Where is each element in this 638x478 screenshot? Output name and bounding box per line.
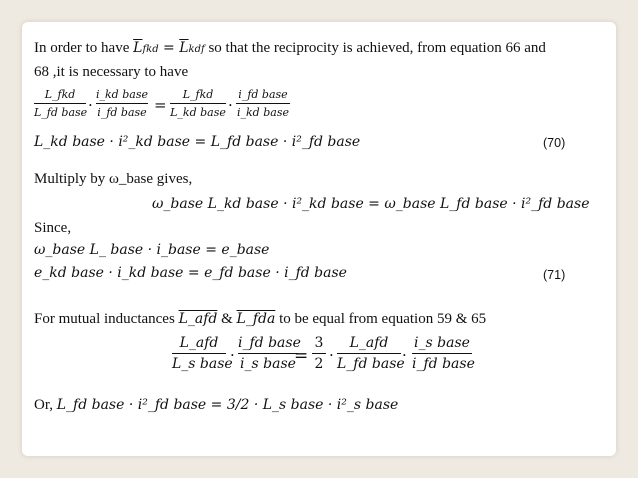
mutual-b: L_fda	[236, 311, 276, 327]
mut-coef-num: 3	[314, 335, 324, 351]
or-line	[34, 398, 398, 413]
eq-70: L_kd base · i²_kd base = L_fd base · i²_fd base	[34, 134, 361, 150]
frac-4-den: i_kd base	[237, 106, 289, 119]
frac-1	[34, 88, 86, 119]
mut-frac-1	[172, 335, 233, 372]
mut-coef	[312, 335, 326, 372]
eq-base: ω_base L_ base · i_base = e_base	[34, 242, 270, 258]
mut-frac-3-num: L_afd	[349, 335, 389, 351]
mut-frac-3	[337, 335, 405, 372]
eq-sign: =	[158, 40, 180, 56]
frac-2-den: i_fd base	[97, 106, 147, 119]
mutual-text-a: For mutual inductances	[34, 311, 179, 327]
mutual-line	[34, 312, 486, 327]
or-equation: L_fd base · i²_fd base = 3/2 · L_s base · i²_s base	[56, 397, 399, 413]
frac-4-num: i_fd base	[238, 88, 288, 101]
eq-71: e_kd base · i_kd base = e_fd base · i_fd base	[34, 265, 347, 281]
mut-coef-den: 2	[314, 356, 324, 372]
intro-line-1	[34, 41, 546, 56]
eq70a-equals: =	[154, 96, 167, 114]
mut-frac-2	[238, 335, 301, 372]
intro-line-2: 68 ,it is necessary to have	[34, 64, 189, 80]
frac-4	[236, 88, 290, 119]
mut-equals: =	[294, 346, 309, 366]
mut-frac-4	[412, 335, 475, 372]
intro-text-b: so that the reciprocity is achieved, from equation 66 and	[204, 40, 546, 56]
slide: In order to have $\overline{L}fkd = \overline{L}kdf$ so that the reciprocity is achieved, from equation 66 and 68 ,it is necessary to have L_fkd L_fd base · i_kd base i_fd base = L_fkd L_kd base · i_fd base i_kd base L_kd base · i²_kd base = L_fd base · i²_fd base (70) Multiply by ω_base gives, ω_base L_kd base · i²_kd base = ω_base L_fd base · i²_fd base Since, ω_base L_ base · i_base = e_base e_kd base · i_kd base = e_fd base · i_fd base (71) For mutual inductances L_afd & L_fda to be equal from equation 59 & 65 L_afd L_s base · i_fd base i_s base = 3 2 · L_afd L_fd base · i_s base i_fd base Or, L_fd base · i²_fd base = 3/2 · L_s base · i²_s base	[22, 22, 616, 456]
since-text: Since,	[34, 220, 72, 236]
intro-text-a: In order to have	[34, 40, 134, 56]
mutual-text-b: to be equal from equation 59 & 65	[275, 311, 487, 327]
frac-1-num: L_fkd	[44, 88, 76, 101]
mutual-a: L_afd	[178, 311, 218, 327]
frac-3	[170, 88, 226, 119]
frac-1-den: L_fd base	[34, 106, 88, 119]
frac-2-num: i_kd base	[96, 88, 148, 101]
frac-3-den: L_kd base	[170, 106, 226, 119]
lhs-symbol: $\overline{L}$	[133, 40, 143, 56]
lhs-sub: fkd	[142, 44, 159, 55]
rhs-symbol: $\overline{L}$	[179, 40, 189, 56]
multiply-text: Multiply by ω_base gives,	[34, 171, 193, 187]
eq-multiply: ω_base L_kd base · i²_kd base = ω_base L_fd base · i²_fd base	[152, 196, 590, 212]
mut-frac-3-den: L_fd base	[337, 356, 405, 372]
or-label: Or,	[34, 397, 57, 413]
mut-frac-1-den: L_s base	[172, 356, 233, 372]
rhs-sub: kdf	[188, 44, 205, 55]
frac-3-num: L_fkd	[182, 88, 214, 101]
mutual-amp: &	[217, 311, 237, 327]
eq-number-70: (70)	[543, 136, 566, 150]
frac-2	[96, 88, 148, 119]
mut-frac-4-den: i_fd base	[412, 356, 475, 372]
mut-frac-2-num: i_fd base	[238, 335, 301, 351]
eq-number-71: (71)	[543, 268, 566, 282]
mut-frac-2-den: i_s base	[240, 356, 296, 372]
mut-frac-4-num: i_s base	[414, 335, 470, 351]
mut-frac-1-num: L_afd	[179, 335, 219, 351]
